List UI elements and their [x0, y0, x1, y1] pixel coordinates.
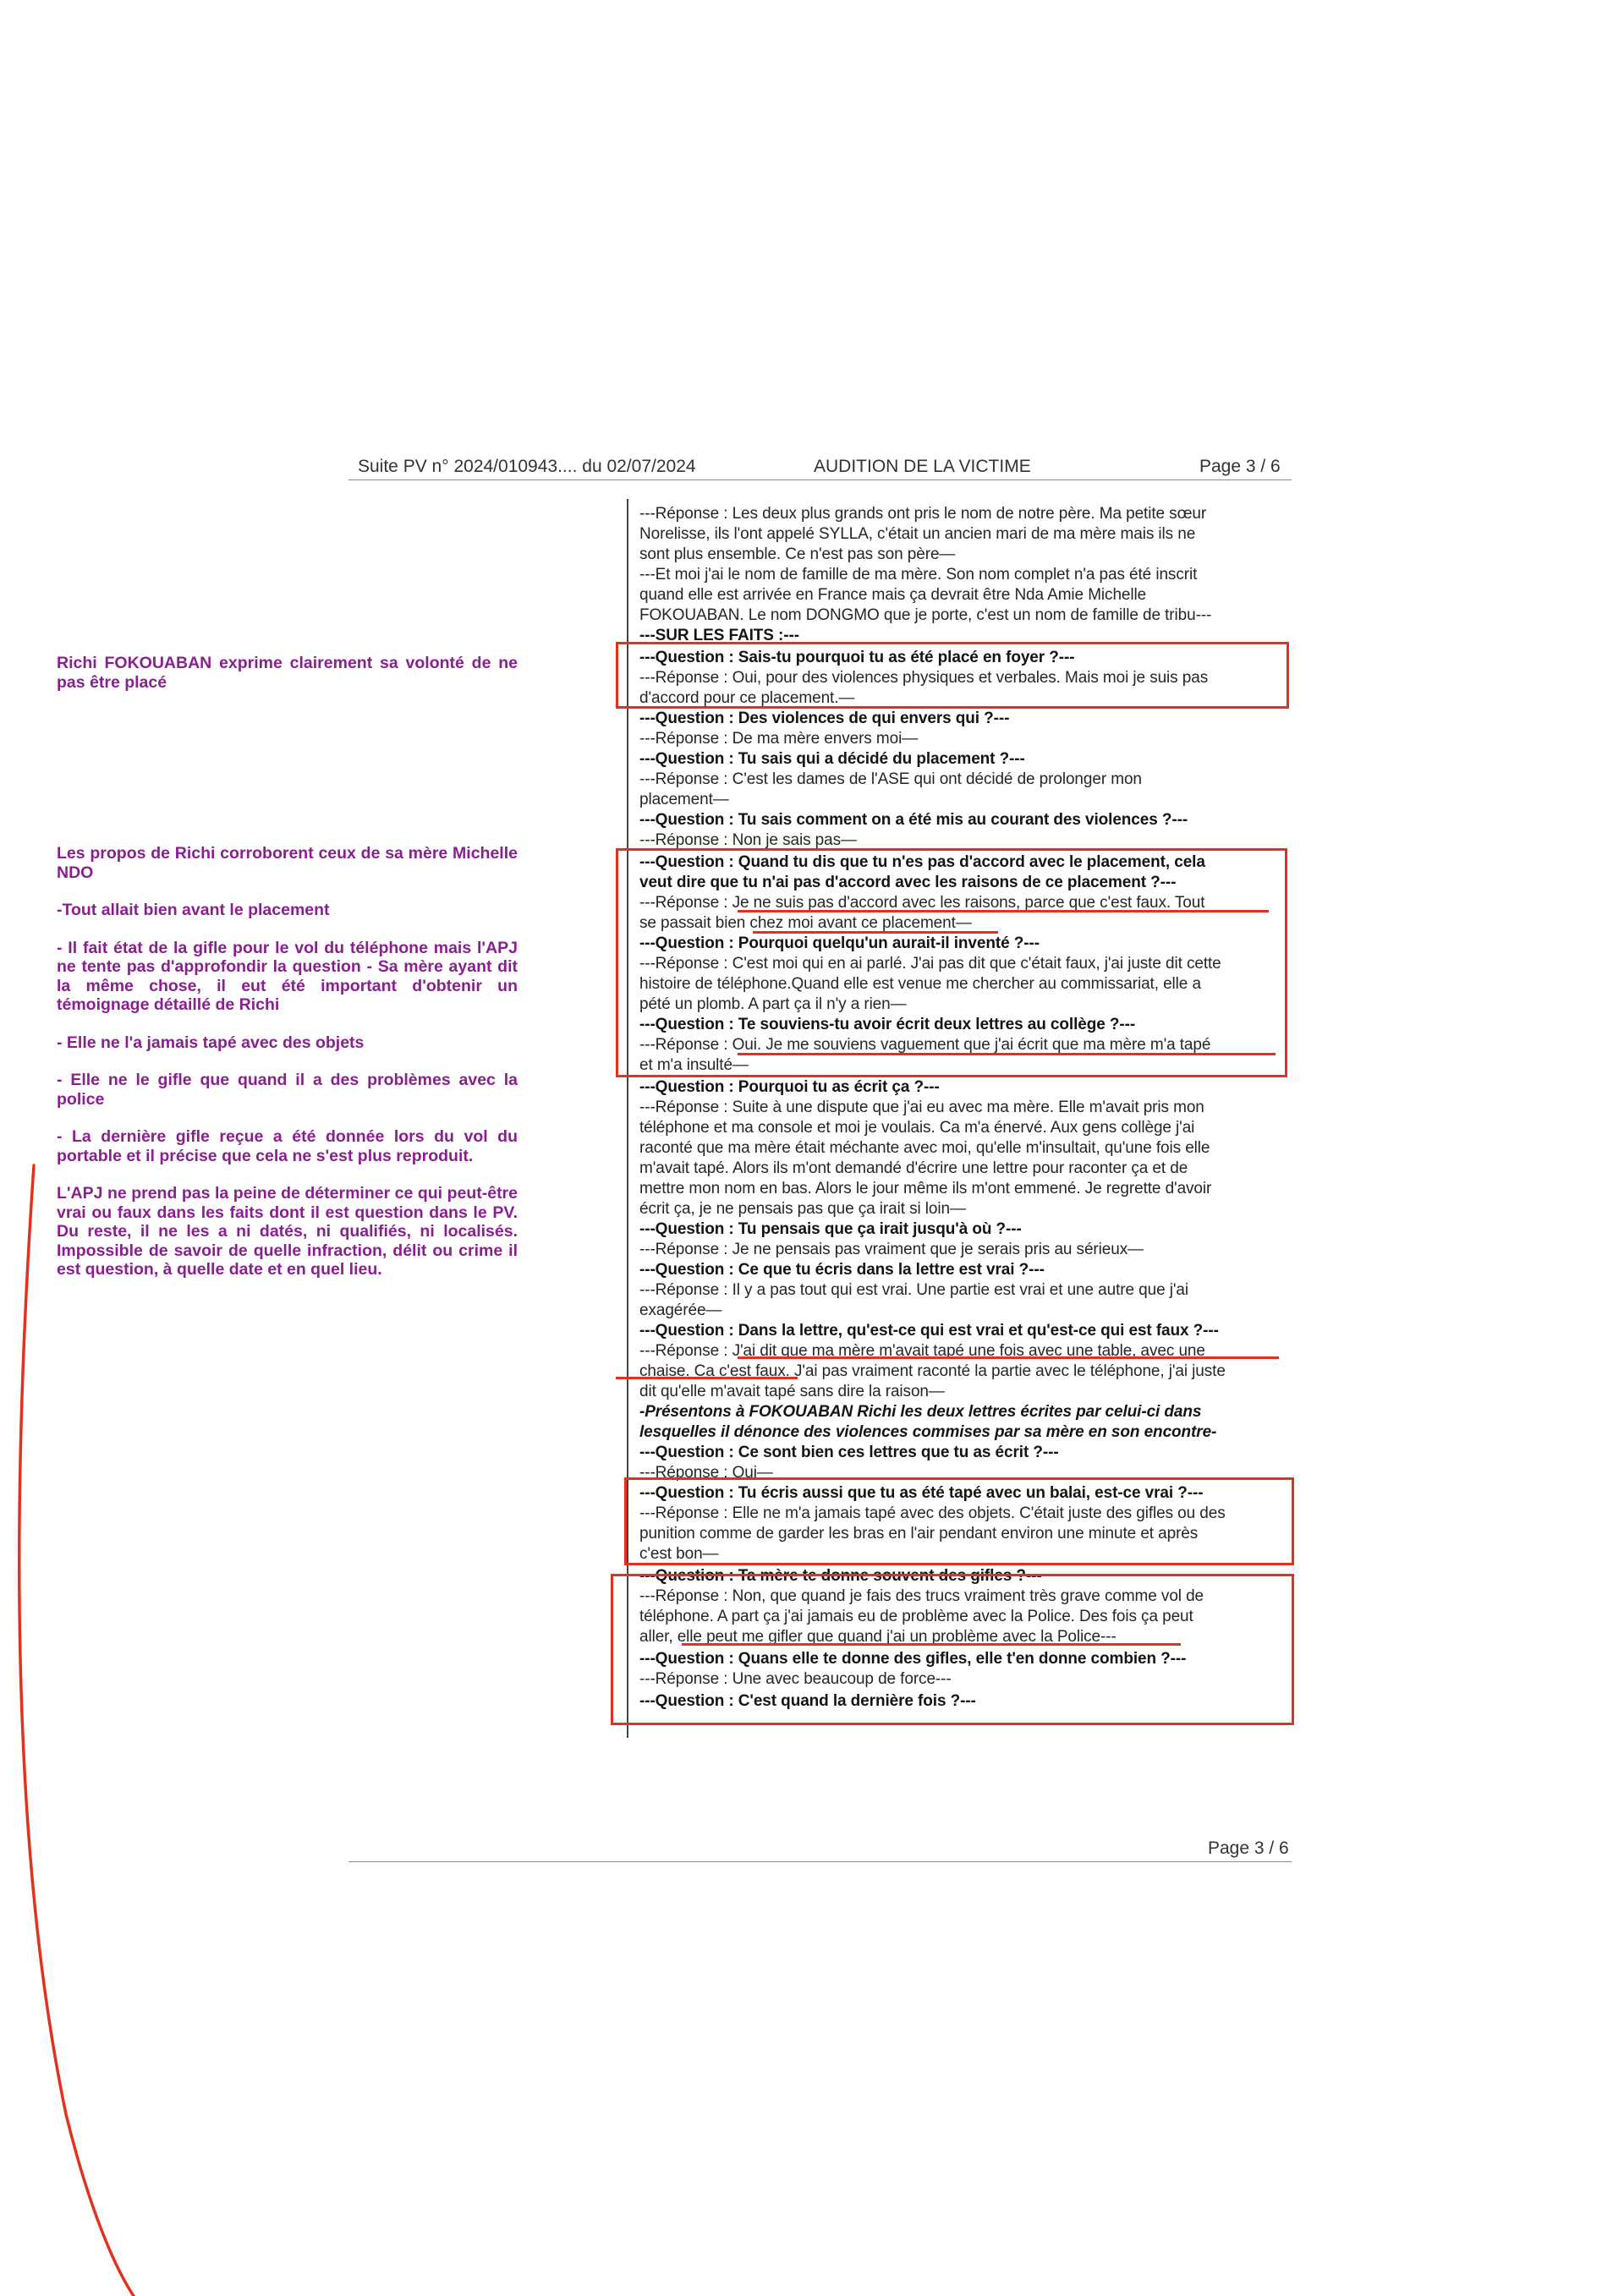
pv-reference: Suite PV n° 2024/010943.... du 02/07/2024 [358, 457, 696, 476]
transcript-line: ---Réponse : C'est moi qui en ai parlé. J'ai pas dit que c'était faux, j'ai juste dit cette [639, 955, 1221, 973]
transcript-line: ---Réponse : Oui, pour des violences physiques et verbales. Mais moi je suis pas [639, 669, 1209, 687]
transcript-line: se passait bien chez moi avant ce placement— [639, 914, 972, 932]
transcript-question: ---Question : C'est quand la dernière fois ?--- [639, 1692, 976, 1710]
transcript-line: ---Réponse : Oui— [639, 1464, 773, 1482]
transcript-question: ---Question : Ta mère te donne souvent des gifles ?--- [639, 1567, 1042, 1585]
transcript-line: punition comme de garder les bras en l'air pendant environ une minute et après [639, 1525, 1199, 1543]
transcript-line: raconté que ma mère était méchante avec moi, qu'elle m'insultait, qu'une fois elle [639, 1139, 1210, 1157]
transcript-line: téléphone et ma console et moi je voulais. Ca m'a énervé. Aux gens collège j'ai [639, 1119, 1195, 1137]
transcript-line: ---Réponse : De ma mère envers moi— [639, 730, 919, 748]
transcript-line: ---Réponse : Les deux plus grands ont pris le nom de notre père. Ma petite sœur [639, 505, 1207, 523]
transcript-question: ---Question : Te souviens-tu avoir écrit deux lettres au collège ?--- [639, 1016, 1136, 1033]
footer-page-number: Page 3 / 6 [1208, 1838, 1289, 1858]
curve-stroke [19, 1165, 134, 2296]
transcript-line: ---Réponse : Suite à une dispute que j'ai eu avec ma mère. Elle m'avait pris mon [639, 1099, 1204, 1116]
annotation-text: - Elle ne l'a jamais tapé avec des objets [57, 1033, 365, 1052]
transcript-question: ---Question : Tu sais qui a décidé du placement ?--- [639, 750, 1025, 768]
transcript-line: téléphone. A part ça j'ai jamais eu de problème avec la Police. Des fois ça peut [639, 1608, 1193, 1625]
transcript-line: histoire de téléphone.Quand elle est venue me chercher au commissariat, elle a [639, 975, 1201, 993]
annotation-text: Richi FOKOUABAN exprime clairement sa volonté de ne pas être placé [57, 654, 518, 692]
document-title: AUDITION DE LA VICTIME [814, 457, 1031, 476]
transcript-question: ---Question : Tu sais comment on a été mis au courant des violences ?--- [639, 811, 1188, 829]
transcript-question: ---Question : Ce sont bien ces lettres que tu as écrit ?--- [639, 1444, 1059, 1461]
transcript-line: ---Réponse : Oui. Je me souviens vaguement que j'ai écrit que ma mère m'a tapé [639, 1036, 1211, 1054]
annotation-text: -Tout allait bien avant le placement [57, 901, 330, 919]
transcript-line: ---Réponse : C'est les dames de l'ASE qui ont décidé de prolonger mon [639, 770, 1142, 788]
transcript-question: ---Question : Pourquoi tu as écrit ça ?--- [639, 1078, 940, 1096]
transcript-question: ---Question : Ce que tu écris dans la lettre est vrai ?--- [639, 1261, 1045, 1279]
transcript-line: ---Réponse : Je ne suis pas d'accord avec les raisons, parce que c'est faux. Tout [639, 894, 1205, 912]
transcript-question: ---Question : Pourquoi quelqu'un aurait-il inventé ?--- [639, 934, 1040, 952]
transcript-question: ---Question : Tu pensais que ça irait jusqu'à où ?--- [639, 1220, 1022, 1238]
transcript-line: chaise. Ca c'est faux. J'ai pas vraiment raconté la partie avec le téléphone, j'ai juste [639, 1362, 1226, 1380]
transcript-line: ---Et moi j'ai le nom de famille de ma mère. Son nom complet n'a pas été inscrit [639, 566, 1198, 584]
transcript-note: -Présentons à FOKOUABAN Richi les deux lettres écrites par celui-ci dans [639, 1403, 1202, 1421]
transcript-question: ---Question : Quand tu dis que tu n'es pas d'accord avec le placement, cela [639, 853, 1205, 871]
transcript-question: ---Question : Tu écris aussi que tu as été tapé avec un balai, est-ce vrai ?--- [639, 1484, 1204, 1502]
transcript-line: placement— [639, 791, 729, 808]
section-heading: ---SUR LES FAITS :--- [639, 627, 799, 644]
transcript-line: ---Réponse : Je ne pensais pas vraiment que je serais pris au sérieux— [639, 1241, 1144, 1258]
transcript-line: ---Réponse : Elle ne m'a jamais tapé avec des objets. C'était juste des gifles ou des [639, 1504, 1226, 1522]
annotation-text: Les propos de Richi corroborent ceux de sa mère Michelle NDO [57, 844, 518, 882]
transcript-line: ---Réponse : Non je sais pas— [639, 831, 857, 849]
transcript-question: ---Question : Sais-tu pourquoi tu as été placé en foyer ?--- [639, 649, 1075, 666]
transcript-question: ---Question : Dans la lettre, qu'est-ce qui est vrai et qu'est-ce qui est faux ?--- [639, 1322, 1219, 1340]
transcript-line: m'avait tapé. Alors ils m'ont demandé d'écrire une lettre pour raconter ça et de [639, 1159, 1188, 1177]
transcript-line: dit qu'elle m'avait tapé sans dire la raison— [639, 1383, 945, 1400]
transcript-line: quand elle est arrivée en France mais ça devrait être Nda Amie Michelle [639, 586, 1147, 604]
transcript-question: ---Question : Des violences de qui envers qui ?--- [639, 710, 1010, 727]
annotation-text: - Il fait état de la gifle pour le vol du téléphone mais l'APJ ne tente pas d'approfondir la question - Sa mère ayant dit la même chose, il eut été important d'obtenir un témoignage détaillé de Richi [57, 938, 518, 1014]
transcript-note: lesquelles il dénonce des violences commises par sa mère en son encontre- [639, 1423, 1217, 1441]
transcript-line: ---Réponse : Il y a pas tout qui est vrai. Une partie est vrai et une autre que j'ai [639, 1281, 1188, 1299]
transcript-line: ---Réponse : Non, que quand je fais des trucs vraiment très grave comme vol de [639, 1587, 1204, 1605]
transcript-question: ---Question : Quans elle te donne des gifles, elle t'en donne combien ?--- [639, 1650, 1187, 1668]
transcript-line: aller, elle peut me gifler que quand j'ai un problème avec la Police--- [639, 1628, 1116, 1646]
annotation-text: - La dernière gifle reçue a été donnée lors du vol du portable et il précise que cela ne s'est plus reproduit. [57, 1127, 518, 1165]
annotation-text: L'APJ ne prend pas la peine de déterminer ce qui peut-être vrai ou faux dans les faits dont il est question dans le PV. Du reste, il ne les a ni datés, ni qualifiés, ni localisés. Impossible de savoir de quelle infraction, délit ou crime il est question, à quelle date et en quel lieu. [57, 1184, 518, 1279]
transcript-line: ---Réponse : J'ai dit que ma mère m'avait tapé une fois avec une table, avec une [639, 1342, 1205, 1360]
transcript-line: et m'a insulté— [639, 1056, 749, 1074]
transcript-line: ---Réponse : Une avec beaucoup de force--- [639, 1670, 952, 1688]
footer-rule [348, 1861, 1292, 1862]
transcript-line: écrit ça, je ne pensais pas que ça irait si loin— [639, 1200, 966, 1218]
transcript-line: Norelisse, ils l'ont appelé SYLLA, c'était un ancien mari de ma mère mais ils ne [639, 525, 1196, 543]
transcript-line: c'est bon— [639, 1545, 719, 1563]
page-number: Page 3 / 6 [1199, 457, 1281, 476]
transcript-line: sont plus ensemble. Ce n'est pas son père— [639, 545, 956, 563]
transcript-line: exagérée— [639, 1301, 722, 1319]
transcript-line: d'accord pour ce placement.— [639, 689, 855, 707]
transcript-question: veut dire que tu n'ai pas d'accord avec les raisons de ce placement ?--- [639, 874, 1177, 891]
transcript-line: pété un plomb. A part ça il n'y a rien— [639, 995, 907, 1013]
annotation-text: - Elle ne le gifle que quand il a des problèmes avec la police [57, 1071, 518, 1109]
transcript-line: mettre mon nom en bas. Alors le jour même ils m'ont emmené. Je regrette d'avoir [639, 1180, 1212, 1197]
transcript-line: FOKOUABAN. Le nom DONGMO que je porte, c'est un nom de famille de tribu--- [639, 606, 1212, 624]
